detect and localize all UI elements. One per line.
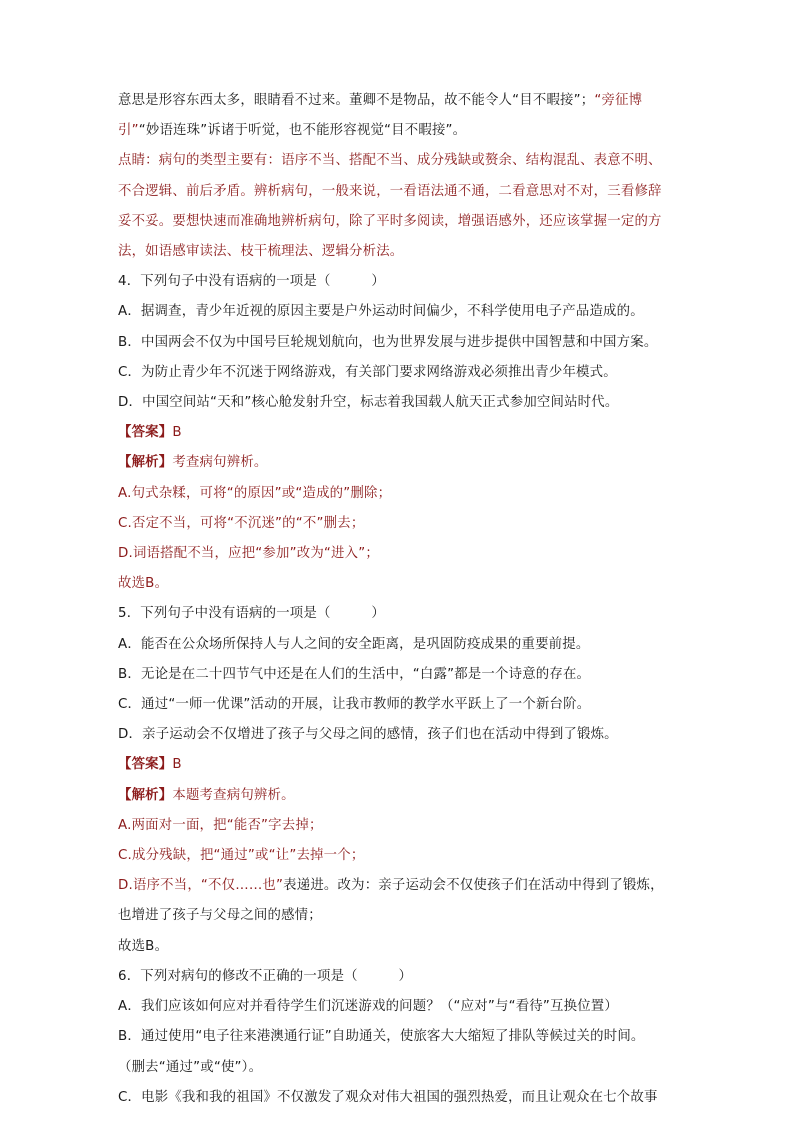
analysis-text: 本题考查病句辨析。 [172, 787, 295, 803]
q4-note-c: C.否定不当，可将“不沉迷”的“不”删去； [118, 515, 365, 531]
tip-line-1: 点睛：病句的类型主要有：语序不当、搭配不当、成分残缺或赘余、结构混乱、表意不明、 [118, 153, 662, 169]
q5-analysis [118, 781, 682, 811]
highlight-phrase: “旁征博 [594, 93, 643, 108]
q5-note-d: D.语序不当，“不仅……也”表递进。改为：亲子运动会不仅使孩子们在活动中得到了锻炼， [118, 878, 664, 894]
q4-option-b: B．中国两会不仅为中国号巨轮规划航向，也为世界发展与进步提供中国智慧和中国方案。 [118, 334, 658, 350]
q5-note-d-cont: 也增进了孩子与父母之间的感情； [118, 908, 322, 924]
q6-option-b-cont: （删去“通过”或“使”）。 [118, 1059, 263, 1075]
intro-line-2: 引”“妙语连珠”诉诸于听觉，也不能形容视觉“目不暇接”。 [118, 123, 467, 139]
q4-stem: 4．下列句子中没有语病的一项是（ ） [118, 274, 385, 290]
highlight-phrase: “不仅……也” [200, 878, 284, 894]
q4-option-c: C．为防止青少年不沉迷于网络游戏，有关部门要求网络游戏必须推出青少年模式。 [118, 364, 617, 380]
q4-conclusion: 故选B。 [118, 576, 169, 592]
q5-option-d: D．亲子运动会不仅增进了孩子与父母之间的感情，孩子们也在活动中得到了锻炼。 [118, 727, 618, 743]
tip-line-4: 法，如语感审读法、枝干梳理法、逻辑分析法。 [118, 244, 404, 260]
answer-value: B [172, 757, 182, 773]
q4-answer [118, 418, 682, 448]
tip-line-3: 妥不妥。要想快速而准确地辨析病句，除了平时多阅读，增强语感外，还应该掌握一定的方 [118, 213, 662, 229]
q5-option-a: A．能否在公众场所保持人与人之间的安全距离，是巩固防疫成果的重要前提。 [118, 636, 590, 652]
q5-stem: 5．下列句子中没有语病的一项是（ ） [118, 606, 385, 622]
q4-note-a: A.句式杂糅，可将“的原因”或“造成的”删除； [118, 485, 392, 501]
q6-option-c: C．电影《我和我的祖国》不仅激发了观众对伟大祖国的强烈热爱，而且让观众在七个故事 [118, 1089, 658, 1105]
analysis-tag: 【解析】 [118, 787, 173, 803]
answer-tag: 【答案】 [118, 757, 173, 773]
q6-option-a: A．我们应该如何应对并看待学生们沉迷游戏的问题？（“应对”与“看待”互换位置） [118, 999, 618, 1015]
answer-value: B [172, 425, 182, 441]
q4-note-d: D.词语搭配不当，应把“参加”改为“进入”； [118, 546, 379, 562]
q5-note-c: C.成分残缺，把“通过”或“让”去掉一个； [118, 848, 365, 864]
intro-line-1: 意思是形容东西太多，眼睛看不过来。董卿不是物品，故不能令人“目不暇接”；“旁征博 [118, 93, 643, 108]
q4-option-d: D．中国空间站“天和”核心舱发射升空，标志着我国载人航天正式参加空间站时代。 [118, 395, 619, 411]
q6-option-b: B．通过使用“电子往来港澳通行证”自助通关，使旅客大大缩短了排队等候过关的时间。 [118, 1029, 645, 1045]
q5-answer [118, 750, 682, 780]
analysis-text: 考查病句辨析。 [172, 455, 268, 471]
q5-option-b: B．无论是在二十四节气中还是在人们的生活中，“白露”都是一个诗意的存在。 [118, 666, 591, 682]
answer-tag: 【答案】 [118, 425, 173, 441]
highlight-phrase: 引” [118, 123, 139, 139]
analysis-tag: 【解析】 [118, 455, 173, 471]
tip-line-2: 不合逻辑、前后矛盾。辨析病句，一般来说，一看语法通不通，二看意思对不对，三看修辞 [118, 183, 662, 199]
q4-analysis [118, 448, 682, 478]
q4-option-a: A．据调查，青少年近视的原因主要是户外运动时间偏少，不科学使用电子产品造成的。 [118, 304, 644, 320]
q5-conclusion: 故选B。 [118, 938, 169, 954]
q5-note-a: A.两面对一面，把“能否”字去掉； [118, 817, 323, 833]
q5-option-c: C．通过“一师一优课”活动的开展，让我市教师的教学水平跃上了一个新台阶。 [118, 697, 591, 713]
q6-stem: 6．下列对病句的修改不正确的一项是（ ） [118, 968, 413, 984]
